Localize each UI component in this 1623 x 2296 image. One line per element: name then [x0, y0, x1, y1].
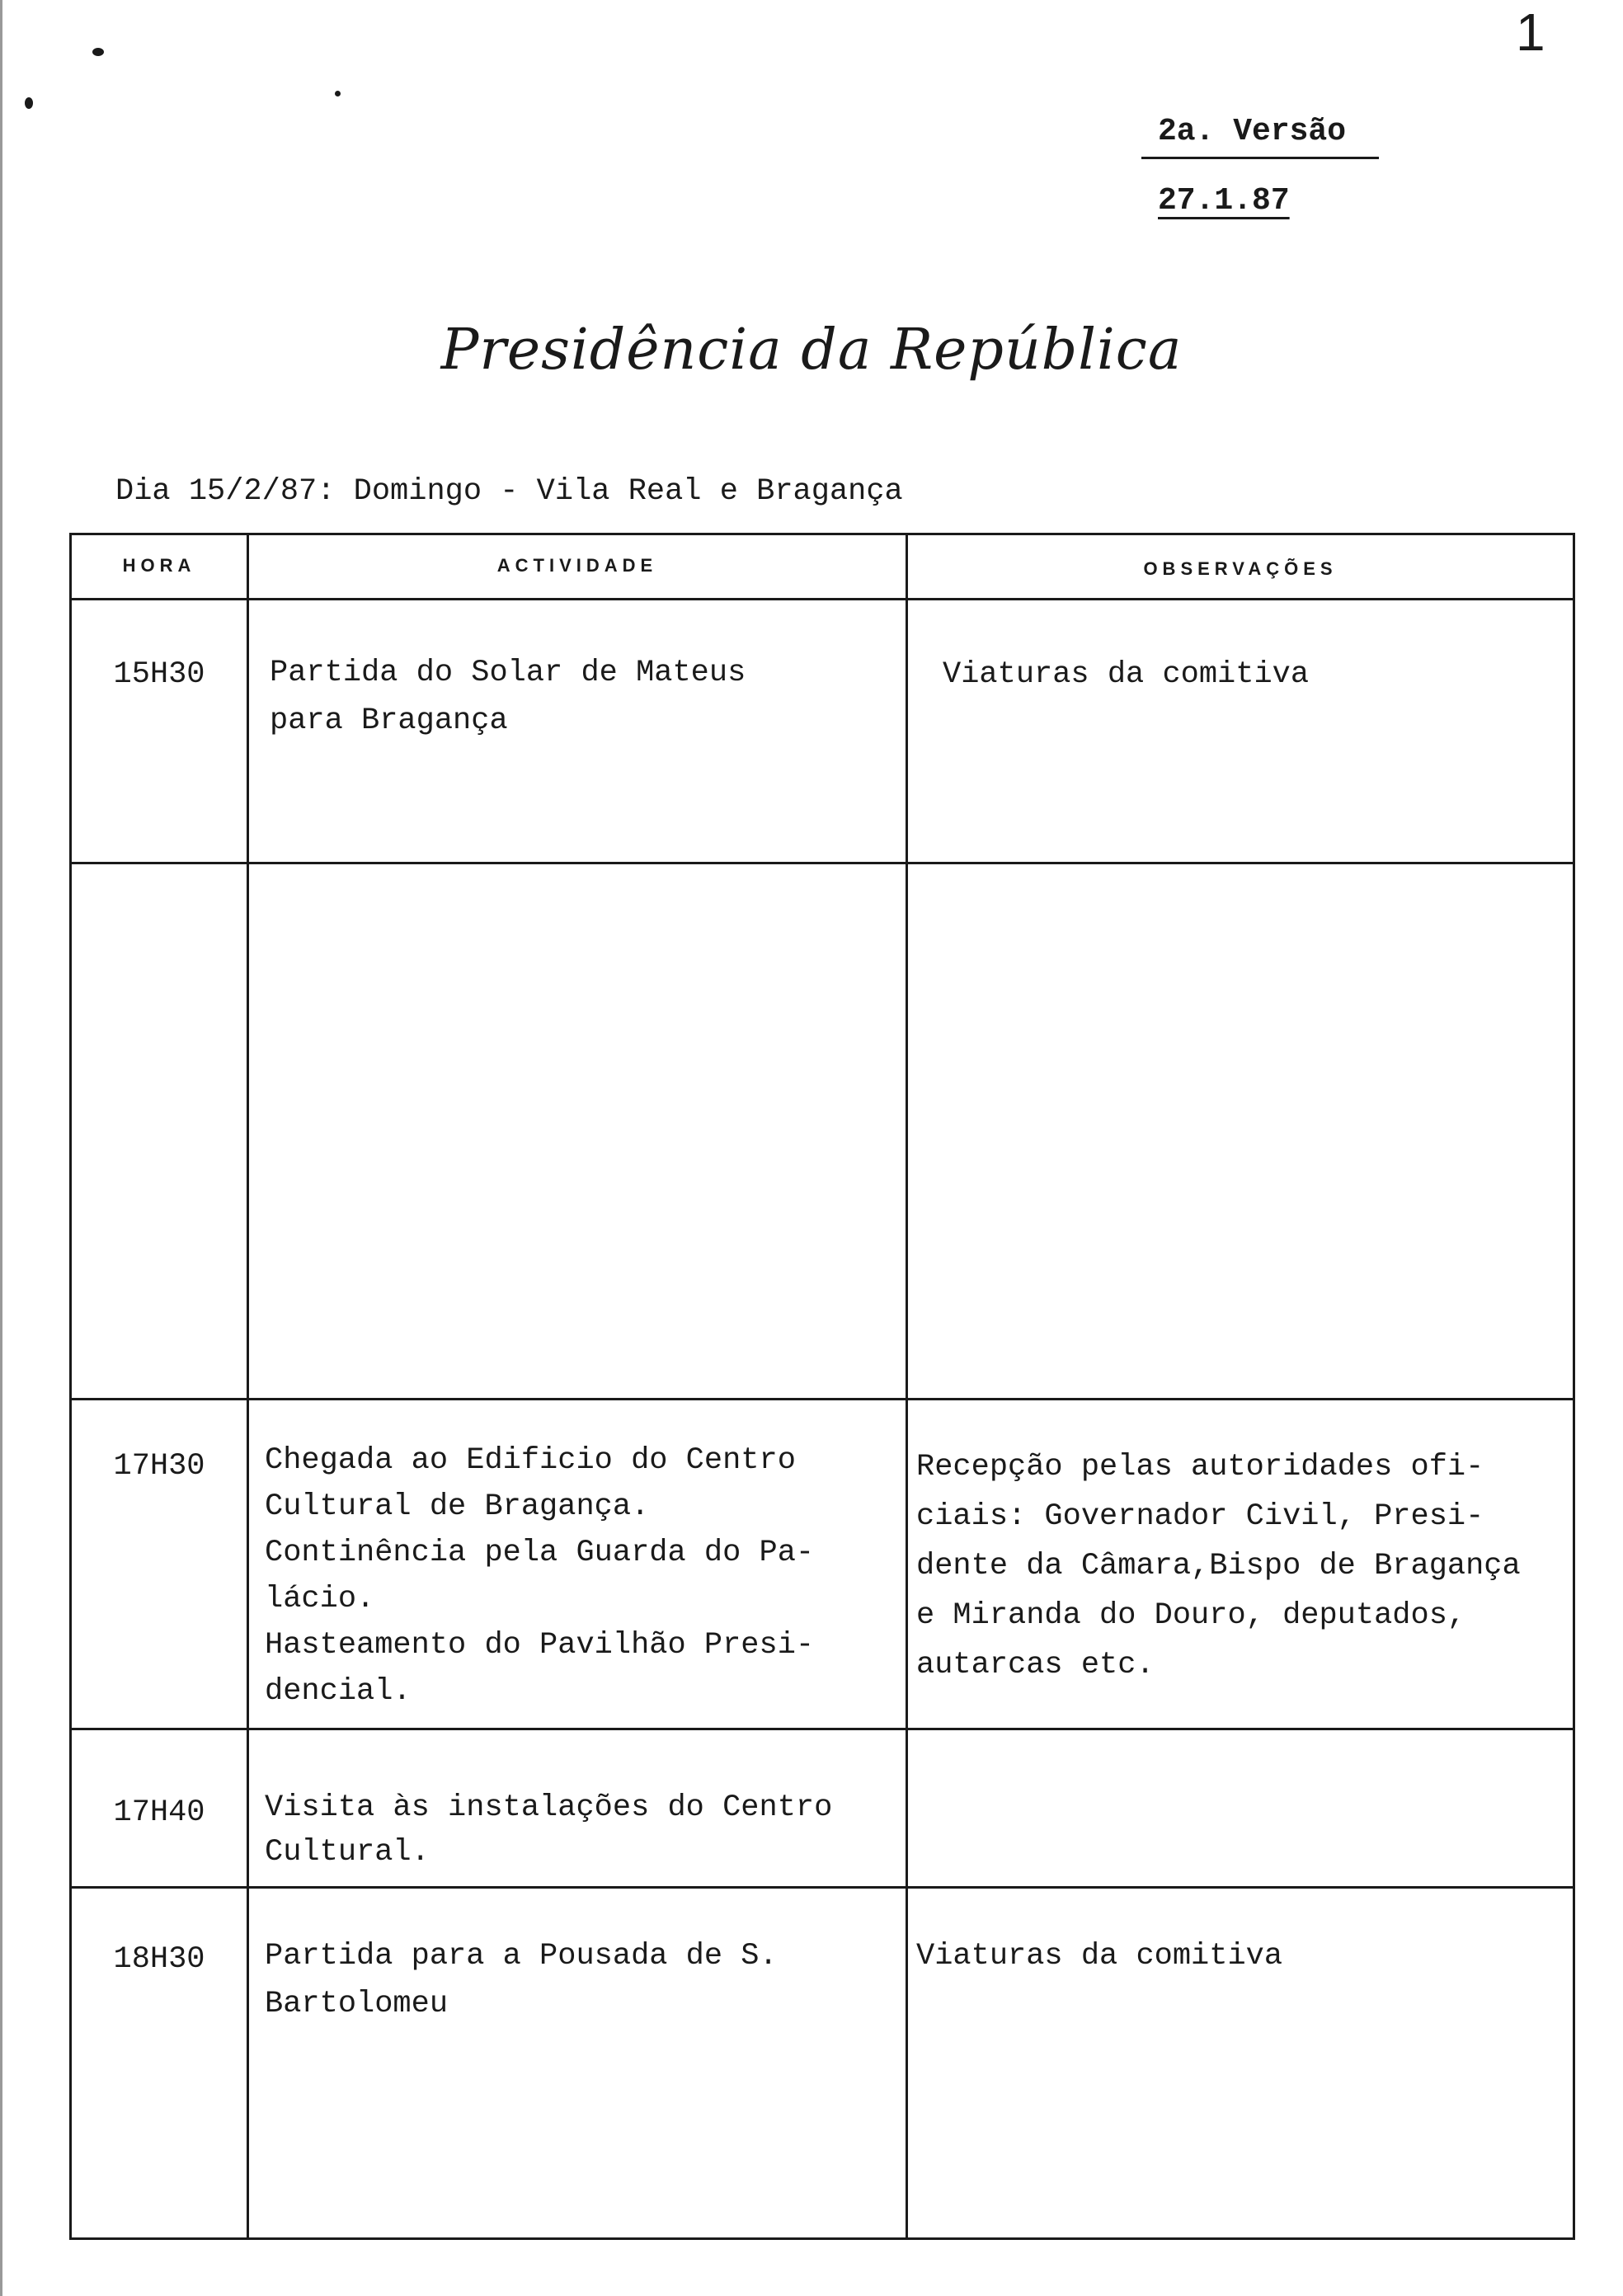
- row-5-hora: 18H30: [113, 1942, 205, 1977]
- row-divider: [72, 1886, 1573, 1889]
- row-divider: [72, 862, 1573, 864]
- version-underline: [1141, 157, 1379, 159]
- scan-speck: [25, 97, 33, 109]
- schedule-table: [69, 533, 1575, 2240]
- row-3-actividade: Chegada ao Edificio do Centro Cultural de Bragança. Continência pela Guarda do Pa- lácio. Hasteamento do Pavilhão Presi- dencial.: [265, 1443, 815, 1709]
- row-1-hora: 15H30: [113, 657, 205, 692]
- row-5-actividade: Partida para a Pousada de S. Bartolomeu: [265, 1939, 778, 2021]
- scan-speck: [92, 48, 104, 56]
- header-observacoes: OBSERVAÇÕES: [1143, 558, 1338, 579]
- header-actividade: ACTIVIDADE: [496, 555, 658, 576]
- row-1-actividade: Partida do Solar de Mateus para Bragança: [270, 656, 746, 738]
- header-divider: [72, 598, 1573, 600]
- row-divider: [72, 1728, 1573, 1730]
- row-3-observacoes: Recepção pelas autoridades ofi- ciais: Governador Civil, Presi- dente da Câmara,Bispo de Bragança e Miranda do Douro, deputados, autarcas etc.: [916, 1450, 1521, 1682]
- row-3-hora: 17H30: [113, 1449, 205, 1484]
- row-4-hora: 17H40: [113, 1795, 205, 1830]
- page-number: 1: [1516, 2, 1545, 62]
- version-label: 2a. Versão: [1158, 114, 1347, 149]
- row-divider: [72, 1398, 1573, 1400]
- scan-speck: [335, 91, 341, 96]
- column-divider: [247, 535, 249, 2237]
- row-1-observacoes: Viaturas da comitiva: [943, 657, 1310, 692]
- column-divider: [906, 535, 908, 2237]
- row-5-observacoes: Viaturas da comitiva: [916, 1939, 1283, 1974]
- header-hora: HORA: [122, 555, 196, 576]
- version-date: 27.1.87: [1158, 183, 1290, 219]
- day-heading: Dia 15/2/87: Domingo - Vila Real e Bragança: [115, 474, 903, 509]
- letterhead-title: Presidência da República: [440, 318, 1183, 383]
- row-4-actividade: Visita às instalações do Centro Cultural.: [265, 1790, 833, 1870]
